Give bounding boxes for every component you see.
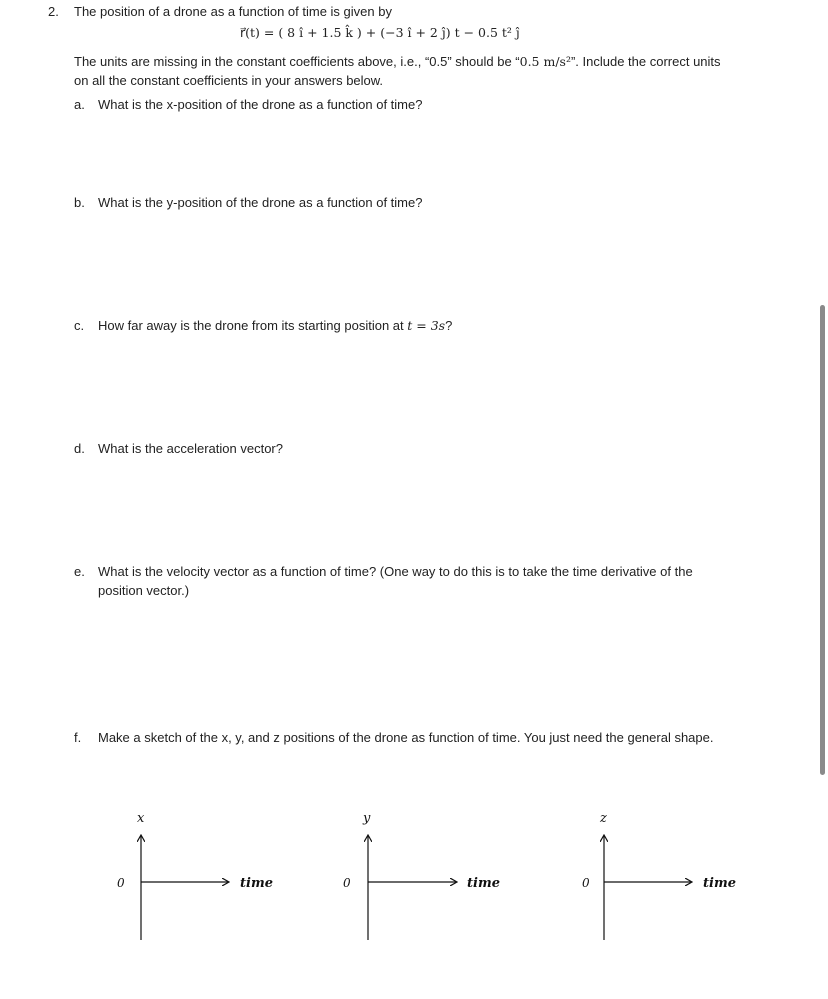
x-origin-label: 0	[117, 876, 125, 890]
z-time-label: time	[703, 876, 736, 891]
part-d-question: What is the acceleration vector?	[98, 441, 283, 456]
x-time-label: time	[240, 876, 273, 891]
part-a-question: What is the x-position of the drone as a function of time?	[98, 97, 423, 112]
part-b-question: What is the y-position of the drone as a function of time?	[98, 195, 423, 210]
part-c-math: t = 3s	[407, 318, 446, 333]
x-axis-label: x	[137, 811, 145, 826]
z-axis-label: z	[600, 811, 607, 826]
part-e-question-line2: position vector.)	[98, 583, 190, 598]
part-f-question: Make a sketch of the x, y, and z positions of the drone as function of time. You just need the general shape.	[98, 730, 714, 745]
part-d-letter: d.	[74, 441, 85, 456]
problem-number: 2.	[48, 4, 59, 19]
position-equation: r⃗(t) = ( 8 î + 1.5 k̂ ) + (−3 î + 2 ĵ) t − 0.5 t² ĵ	[240, 25, 520, 40]
part-c-text-post: ?	[445, 318, 453, 333]
units-note-post: ”. Include the correct units	[570, 54, 721, 69]
units-note-line2: on all the constant coefficients in your answers below.	[74, 73, 384, 88]
x-position-axes[interactable]	[117, 811, 273, 940]
problem-intro: The position of a drone as a function of time is given by	[74, 4, 392, 19]
z-position-axes[interactable]	[582, 811, 736, 940]
y-time-label: time	[467, 876, 500, 891]
z-origin-label: 0	[582, 876, 590, 890]
part-e-question: What is the velocity vector as a function of time? (One way to do this is to take the time derivative of the	[98, 564, 693, 579]
part-a-letter: a.	[74, 97, 85, 112]
y-axis-label: y	[363, 811, 371, 826]
y-position-axes[interactable]	[343, 811, 500, 940]
units-note-pre: The units are missing in the constant coefficients above, i.e., “0.5” should be “	[74, 54, 520, 69]
units-example: 0.5 m/s²	[519, 54, 571, 69]
y-origin-label: 0	[343, 876, 351, 890]
part-e-letter: e.	[74, 564, 85, 579]
part-c-text-pre: How far away is the drone from its starting position at	[98, 318, 408, 333]
part-f-letter: f.	[74, 730, 82, 745]
part-c-letter: c.	[74, 318, 85, 333]
part-b-letter: b.	[74, 195, 85, 210]
vertical-scrollbar[interactable]	[820, 305, 825, 775]
